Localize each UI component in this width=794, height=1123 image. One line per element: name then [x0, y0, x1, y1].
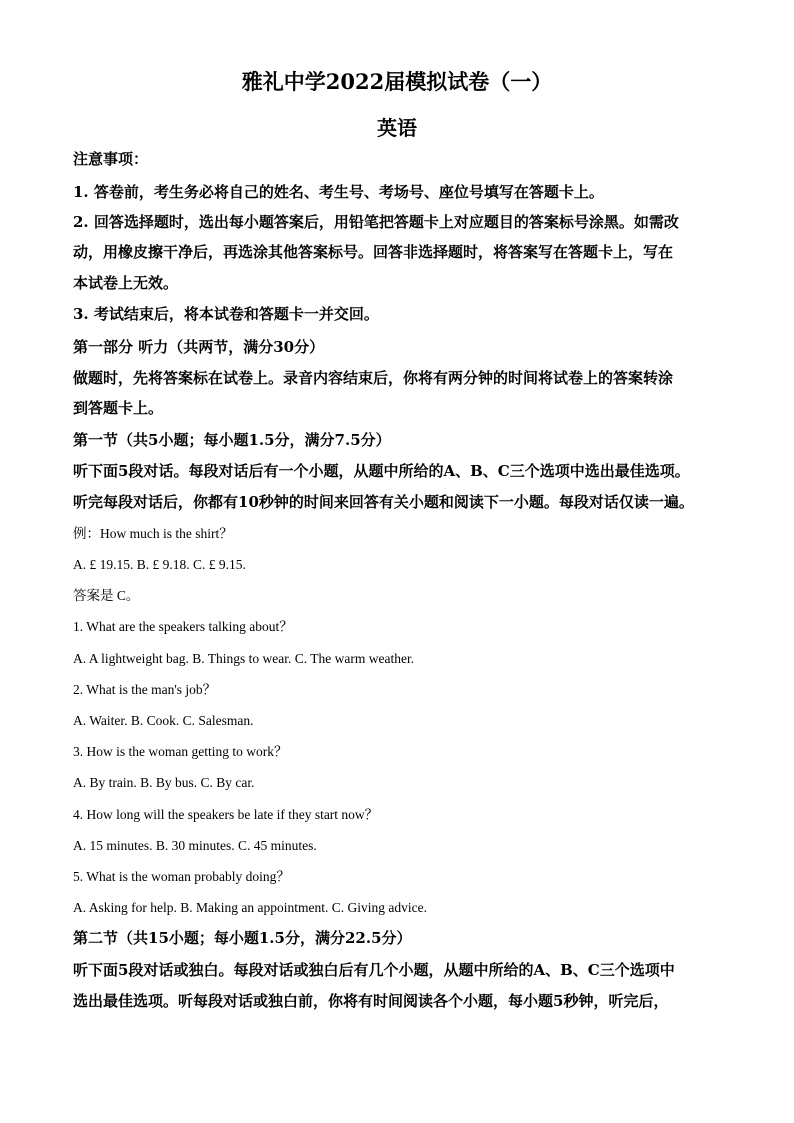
- notice-item-3: 3. 考试结束后，将本试卷和答题卡一并交回。: [73, 305, 379, 323]
- example-options: A. £ 19.15. B. £ 9.18. C. £ 9.15.: [73, 557, 246, 572]
- question-1: 1. What are the speakers talking about？: [73, 619, 293, 634]
- section1-heading: 第一节（共5小题；每小题1.5分，满分7.5分）: [73, 431, 391, 449]
- question-5: 5. What is the woman probably doing？: [73, 869, 290, 884]
- example-question: 例：How much is the shirt？: [73, 526, 233, 541]
- example-answer: 答案是 C。: [73, 588, 140, 603]
- notice-item-2-line-2: 动，用橡皮擦干净后，再选涂其他答案标号。回答非选择题时，将答案写在答题卡上，写在: [73, 243, 674, 261]
- question-2: 2. What is the man's job？: [73, 682, 217, 697]
- section2-instruction-line-1: 听下面5段对话或独白。每段对话或独白后有几个小题，从题中所给的A、B、C三个选项中: [73, 961, 675, 979]
- notice-item-2-line-1: 2. 回答选择题时，选出每小题答案后，用铅笔把答题卡上对应题目的答案标号涂黑。如需改: [73, 213, 679, 231]
- question-5-options: A. Asking for help. B. Making an appointment. C. Giving advice.: [73, 900, 427, 915]
- notice-item-2-line-3: 本试卷上无效。: [73, 274, 179, 292]
- part1-heading: 第一部分 听力（共两节，满分30分）: [73, 338, 325, 356]
- question-1-options: A. A lightweight bag. B. Things to wear. C. The warm weather.: [73, 651, 415, 666]
- question-2-options: A. Waiter. B. Cook. C. Salesman.: [73, 713, 254, 728]
- section1-instruction-line-2: 听完每段对话后，你都有10秒钟的时间来回答有关小题和阅读下一小题。每段对话仅读一遍。: [73, 493, 694, 511]
- notice-heading: 注意事项：: [73, 150, 149, 168]
- notice-item-1: 1. 答卷前，考生务必将自己的姓名、考生号、考场号、座位号填写在答题卡上。: [73, 183, 604, 201]
- part1-intro-line-2: 到答题卡上。: [73, 399, 164, 417]
- section1-instruction-line-1: 听下面5段对话。每段对话后有一个小题，从题中所给的A、B、C三个选项中选出最佳选项。: [73, 462, 690, 480]
- subject-title: 英语: [377, 116, 417, 140]
- question-4: 4. How long will the speakers be late if they start now？: [73, 807, 379, 822]
- question-3-options: A. By train. B. By bus. C. By car.: [73, 775, 255, 790]
- part1-intro-line-1: 做题时，先将答案标在试卷上。录音内容结束后，你将有两分钟的时间将试卷上的答案转涂: [73, 369, 674, 387]
- section2-heading: 第二节（共15小题；每小题1.5分，满分22.5分）: [73, 929, 412, 947]
- section2-instruction-line-2: 选出最佳选项。听每段对话或独白前，你将有时间阅读各个小题，每小题5秒钟，听完后，: [73, 992, 669, 1010]
- question-3: 3. How is the woman getting to work？: [73, 744, 288, 759]
- question-4-options: A. 15 minutes. B. 30 minutes. C. 45 minutes.: [73, 838, 317, 853]
- exam-title: 雅礼中学2022届模拟试卷（一）: [241, 69, 553, 94]
